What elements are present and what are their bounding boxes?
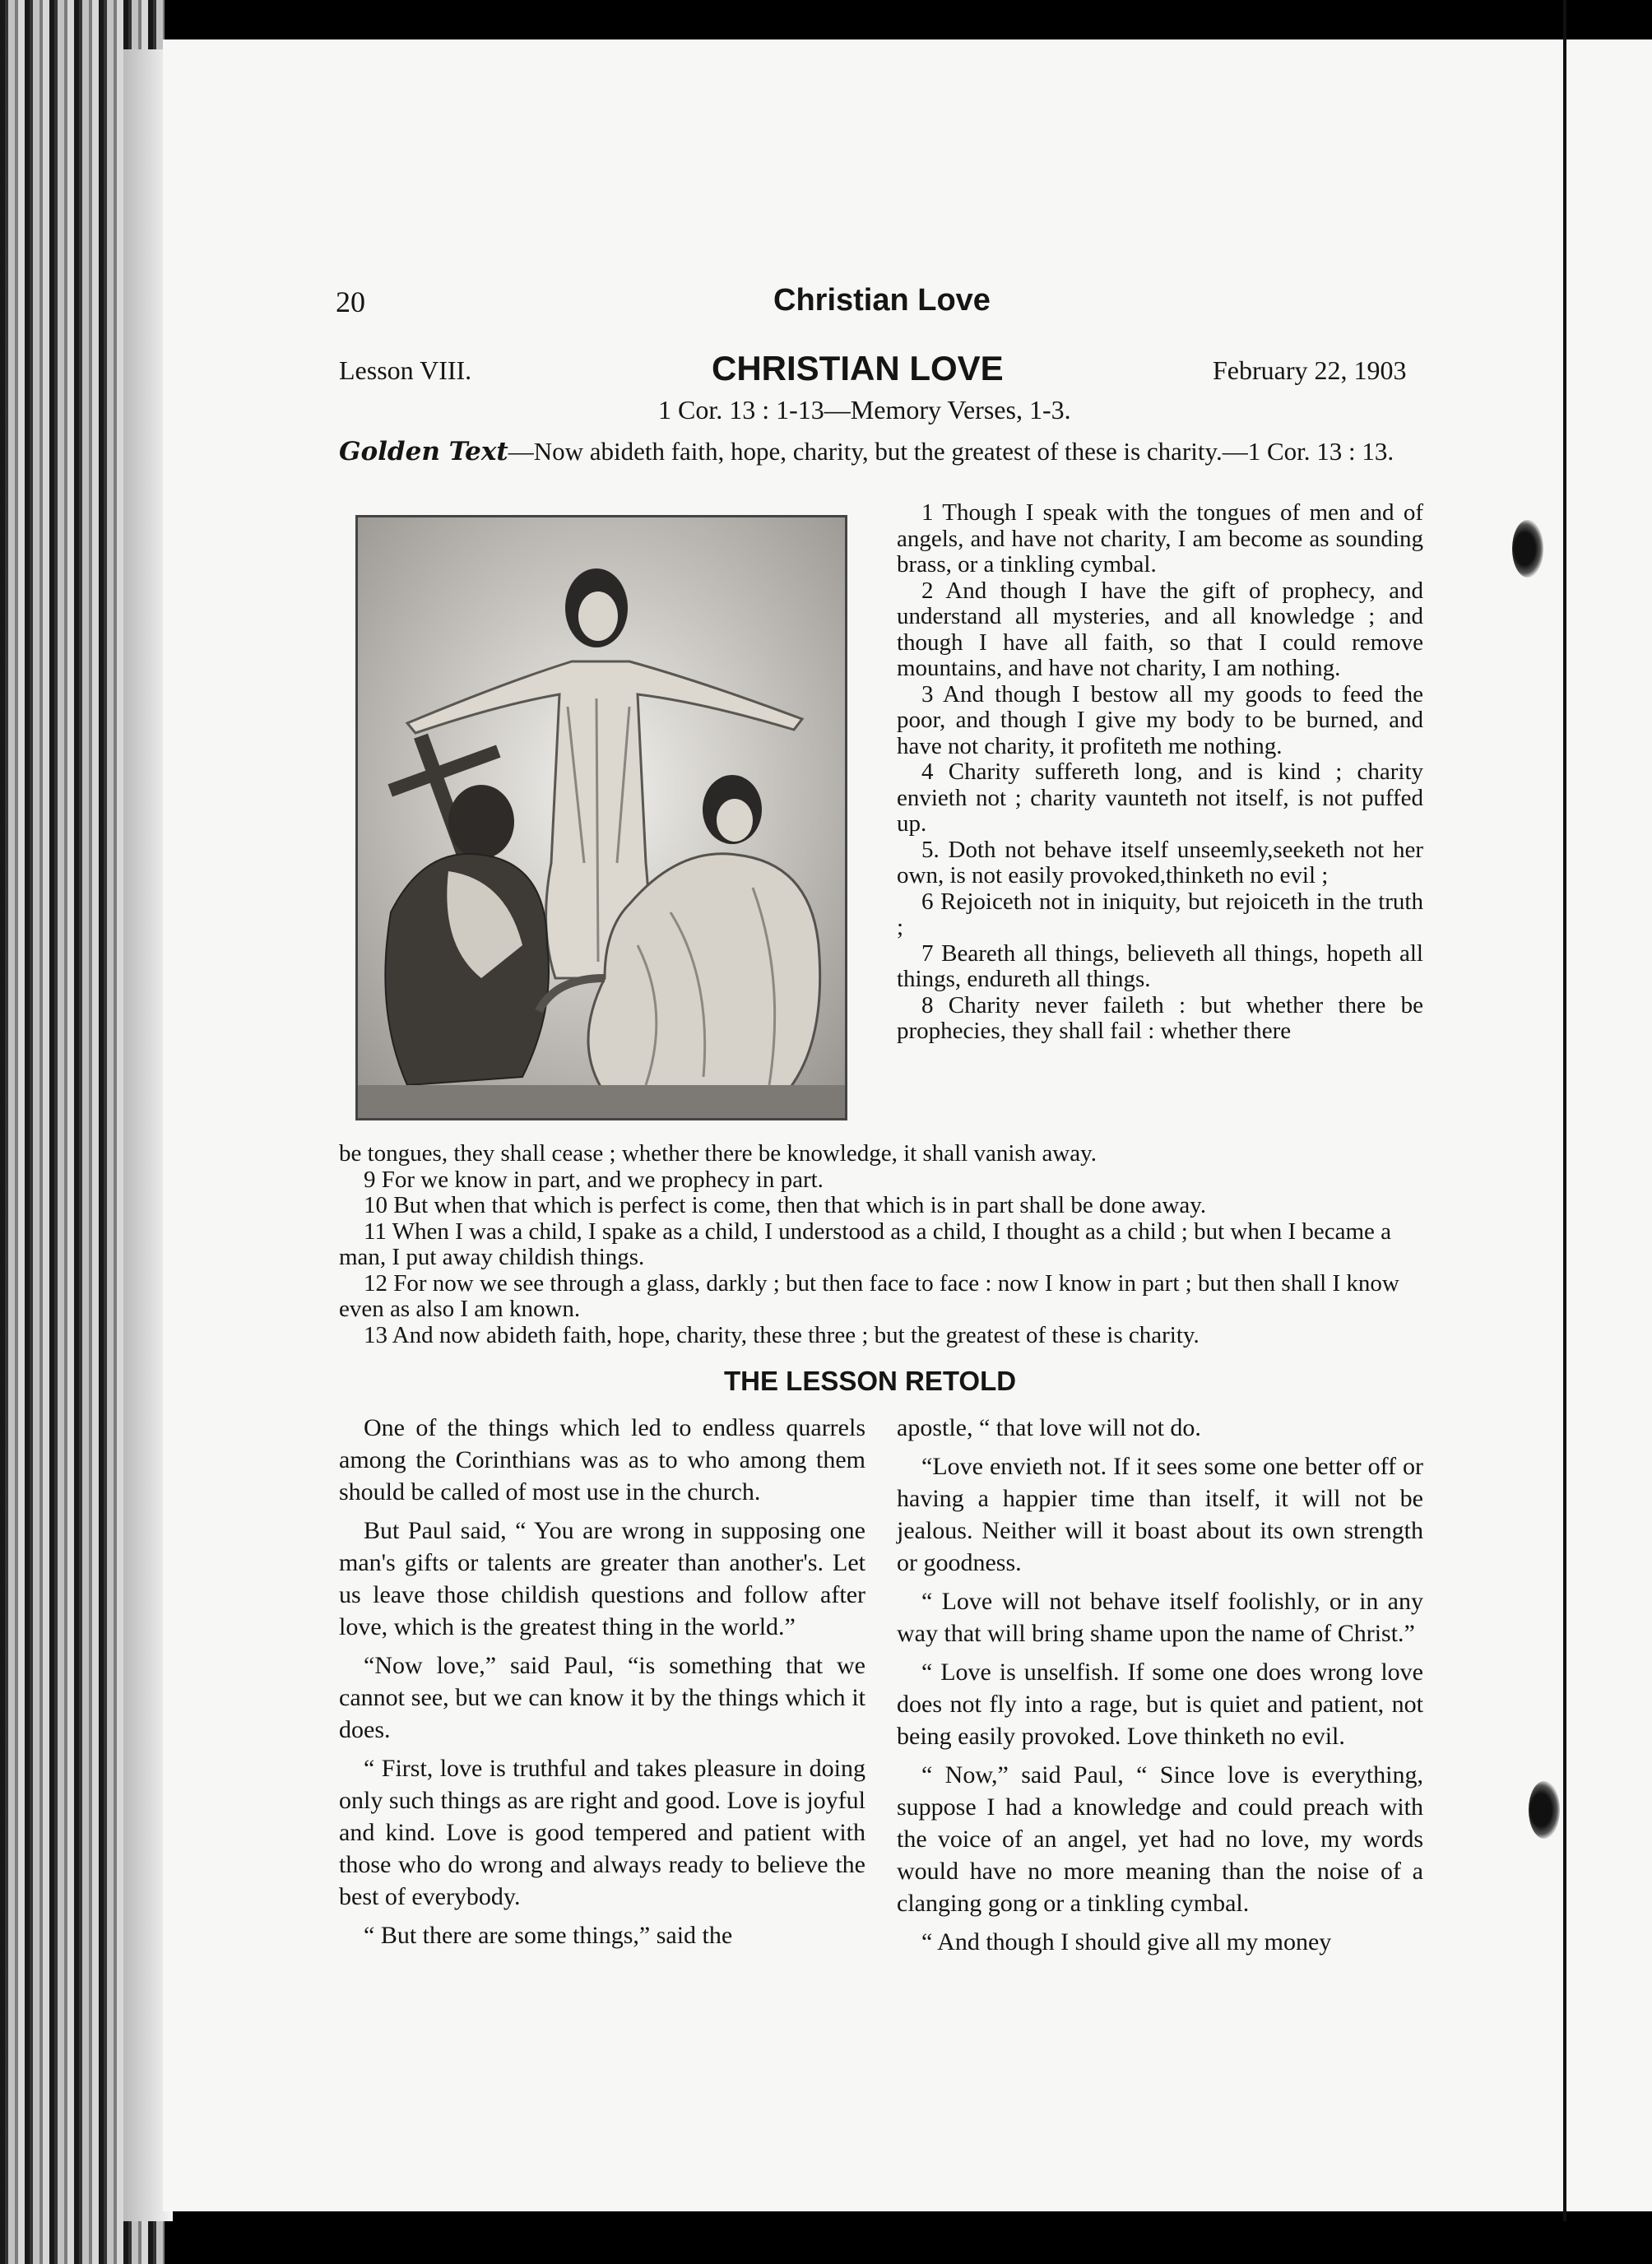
paragraph: “ Love is unselfish. If some one does wrong love does not fly into a rage, but is quiet and patient, not being easily provoked. Love thinketh no evil. — [897, 1659, 1423, 1750]
lesson-title: CHRISTIAN LOVE — [712, 349, 1004, 387]
retold-left-column — [339, 1412, 865, 1958]
verse-4: 4 Charity suffereth long, and is kind ; charity envieth not ; charity vaunteth not itself, is not puffed up. — [897, 759, 1423, 837]
paragraph: apostle, “ that love will not do. — [897, 1414, 1201, 1441]
retold-right-column — [897, 1412, 1423, 1965]
verse-12: 12 For now we see through a glass, darkly ; but then face to face : now I know in part ; but then shall I know even as also I am known. — [339, 1269, 1399, 1322]
verse-3: 3 And though I bestow all my goods to feed the poor, and though I give my body to be burned, and have not charity, it profiteth me nothing. — [897, 680, 1423, 759]
verse-1: 1 Though I speak with the tongues of men and of angels, and have not charity, I am become as sounding brass, or a tinkling cymbal. — [897, 499, 1423, 578]
section-heading: THE LESSON RETOLD — [724, 1366, 1017, 1396]
page-fold-line — [1563, 0, 1566, 2221]
paragraph: “Now love,” said Paul, “is something that we cannot see, but we can know it by the things which it does. — [339, 1652, 865, 1743]
paragraph: “ Love will not behave itself foolishly, or in any way that will bring shame upon the name of Christ.” — [897, 1588, 1423, 1647]
paragraph: “ First, love is truthful and takes pleasure in doing only such things as are right and good. Love is joyful and kind. Love is good tempered and patient with those who do wrong and always ready to believe the best of everybody. — [339, 1755, 865, 1910]
verse-10: 10 But when that which is perfect is come, then that which is in part shall be done away. — [364, 1192, 1207, 1218]
paragraph: “Love envieth not. If it sees some one better off or having a happier time than itself, it will not be jealous. Neither will it boast about its own strength or goodness. — [897, 1453, 1423, 1576]
illustration-faith-hope-charity — [355, 515, 847, 1120]
golden-text-label: Golden Text — [339, 437, 508, 466]
verse-6: 6 Rejoiceth not in iniquity, but rejoiceth in the truth ; — [897, 888, 1423, 940]
verse-2: 2 And though I have the gift of prophecy, and understand all mysteries, and all knowledge ; and though I have all faith, so that I could remove mountains, and have not charity, I am nothing. — [897, 577, 1423, 681]
verse-11: 11 When I was a child, I spake as a child, I understood as a child, I thought as a child ; but when I became a man, I put away childish things. — [339, 1218, 1392, 1270]
lesson-date: February 22, 1903 — [1213, 355, 1407, 385]
scripture-reference: 1 Cor. 13 : 1-13—Memory Verses, 1-3. — [658, 395, 1071, 424]
page-number: 20 — [336, 285, 365, 318]
verse-8: 8 Charity never faileth : but whether there be prophecies, they shall fail : whether there — [897, 991, 1423, 1044]
paragraph: One of the things which led to endless quarrels among the Corinthians was as to who among them should be called of most use in the church. — [339, 1414, 865, 1505]
verse-5: 5. Doth not behave itself unseemly,seeketh not her own, is not easily provoked,thinketh no evil ; — [897, 836, 1423, 888]
paragraph: “ And though I should give all my money — [921, 1928, 1332, 1955]
verse-9: 9 For we know in part, and we prophecy in part. — [364, 1166, 824, 1193]
scripture-verses-full-width — [339, 1141, 1425, 1348]
lesson-number: Lesson VIII. — [339, 355, 472, 385]
binding-hole-icon — [1512, 520, 1543, 578]
paragraph: “ But there are some things,” said the — [364, 1922, 733, 1949]
verse-13: 13 And now abideth faith, hope, charity, these three ; but the greatest of these is charity. — [364, 1321, 1200, 1348]
binding-hole-icon — [1529, 1781, 1560, 1839]
golden-text-body: —Now abideth faith, hope, charity, but the greatest of these is charity.—1 Cor. 13 : 13. — [508, 437, 1394, 466]
verse-8-continued: be tongues, they shall cease ; whether there be knowledge, it shall vanish away. — [339, 1140, 1097, 1167]
golden-text — [339, 436, 1425, 467]
paragraph: “ Now,” said Paul, “ Since love is everything, suppose I had a knowledge and could preach with the voice of an angel, yet had no love, my words would have no more meaning than the noise of a clanging gong or a tinkling cymbal. — [897, 1761, 1423, 1917]
scripture-verses-beside-image — [897, 500, 1423, 1045]
three-figures-illustration — [358, 517, 845, 1118]
paragraph: But Paul said, “ You are wrong in supposing one man's gifts or talents are greater than another's. Let us leave those childish questions and follow after love, which is the greatest thing in the world.” — [339, 1517, 865, 1640]
verse-7: 7 Beareth all things, believeth all things, hopeth all things, endureth all things. — [897, 939, 1423, 992]
running-title: Christian Love — [773, 283, 991, 318]
